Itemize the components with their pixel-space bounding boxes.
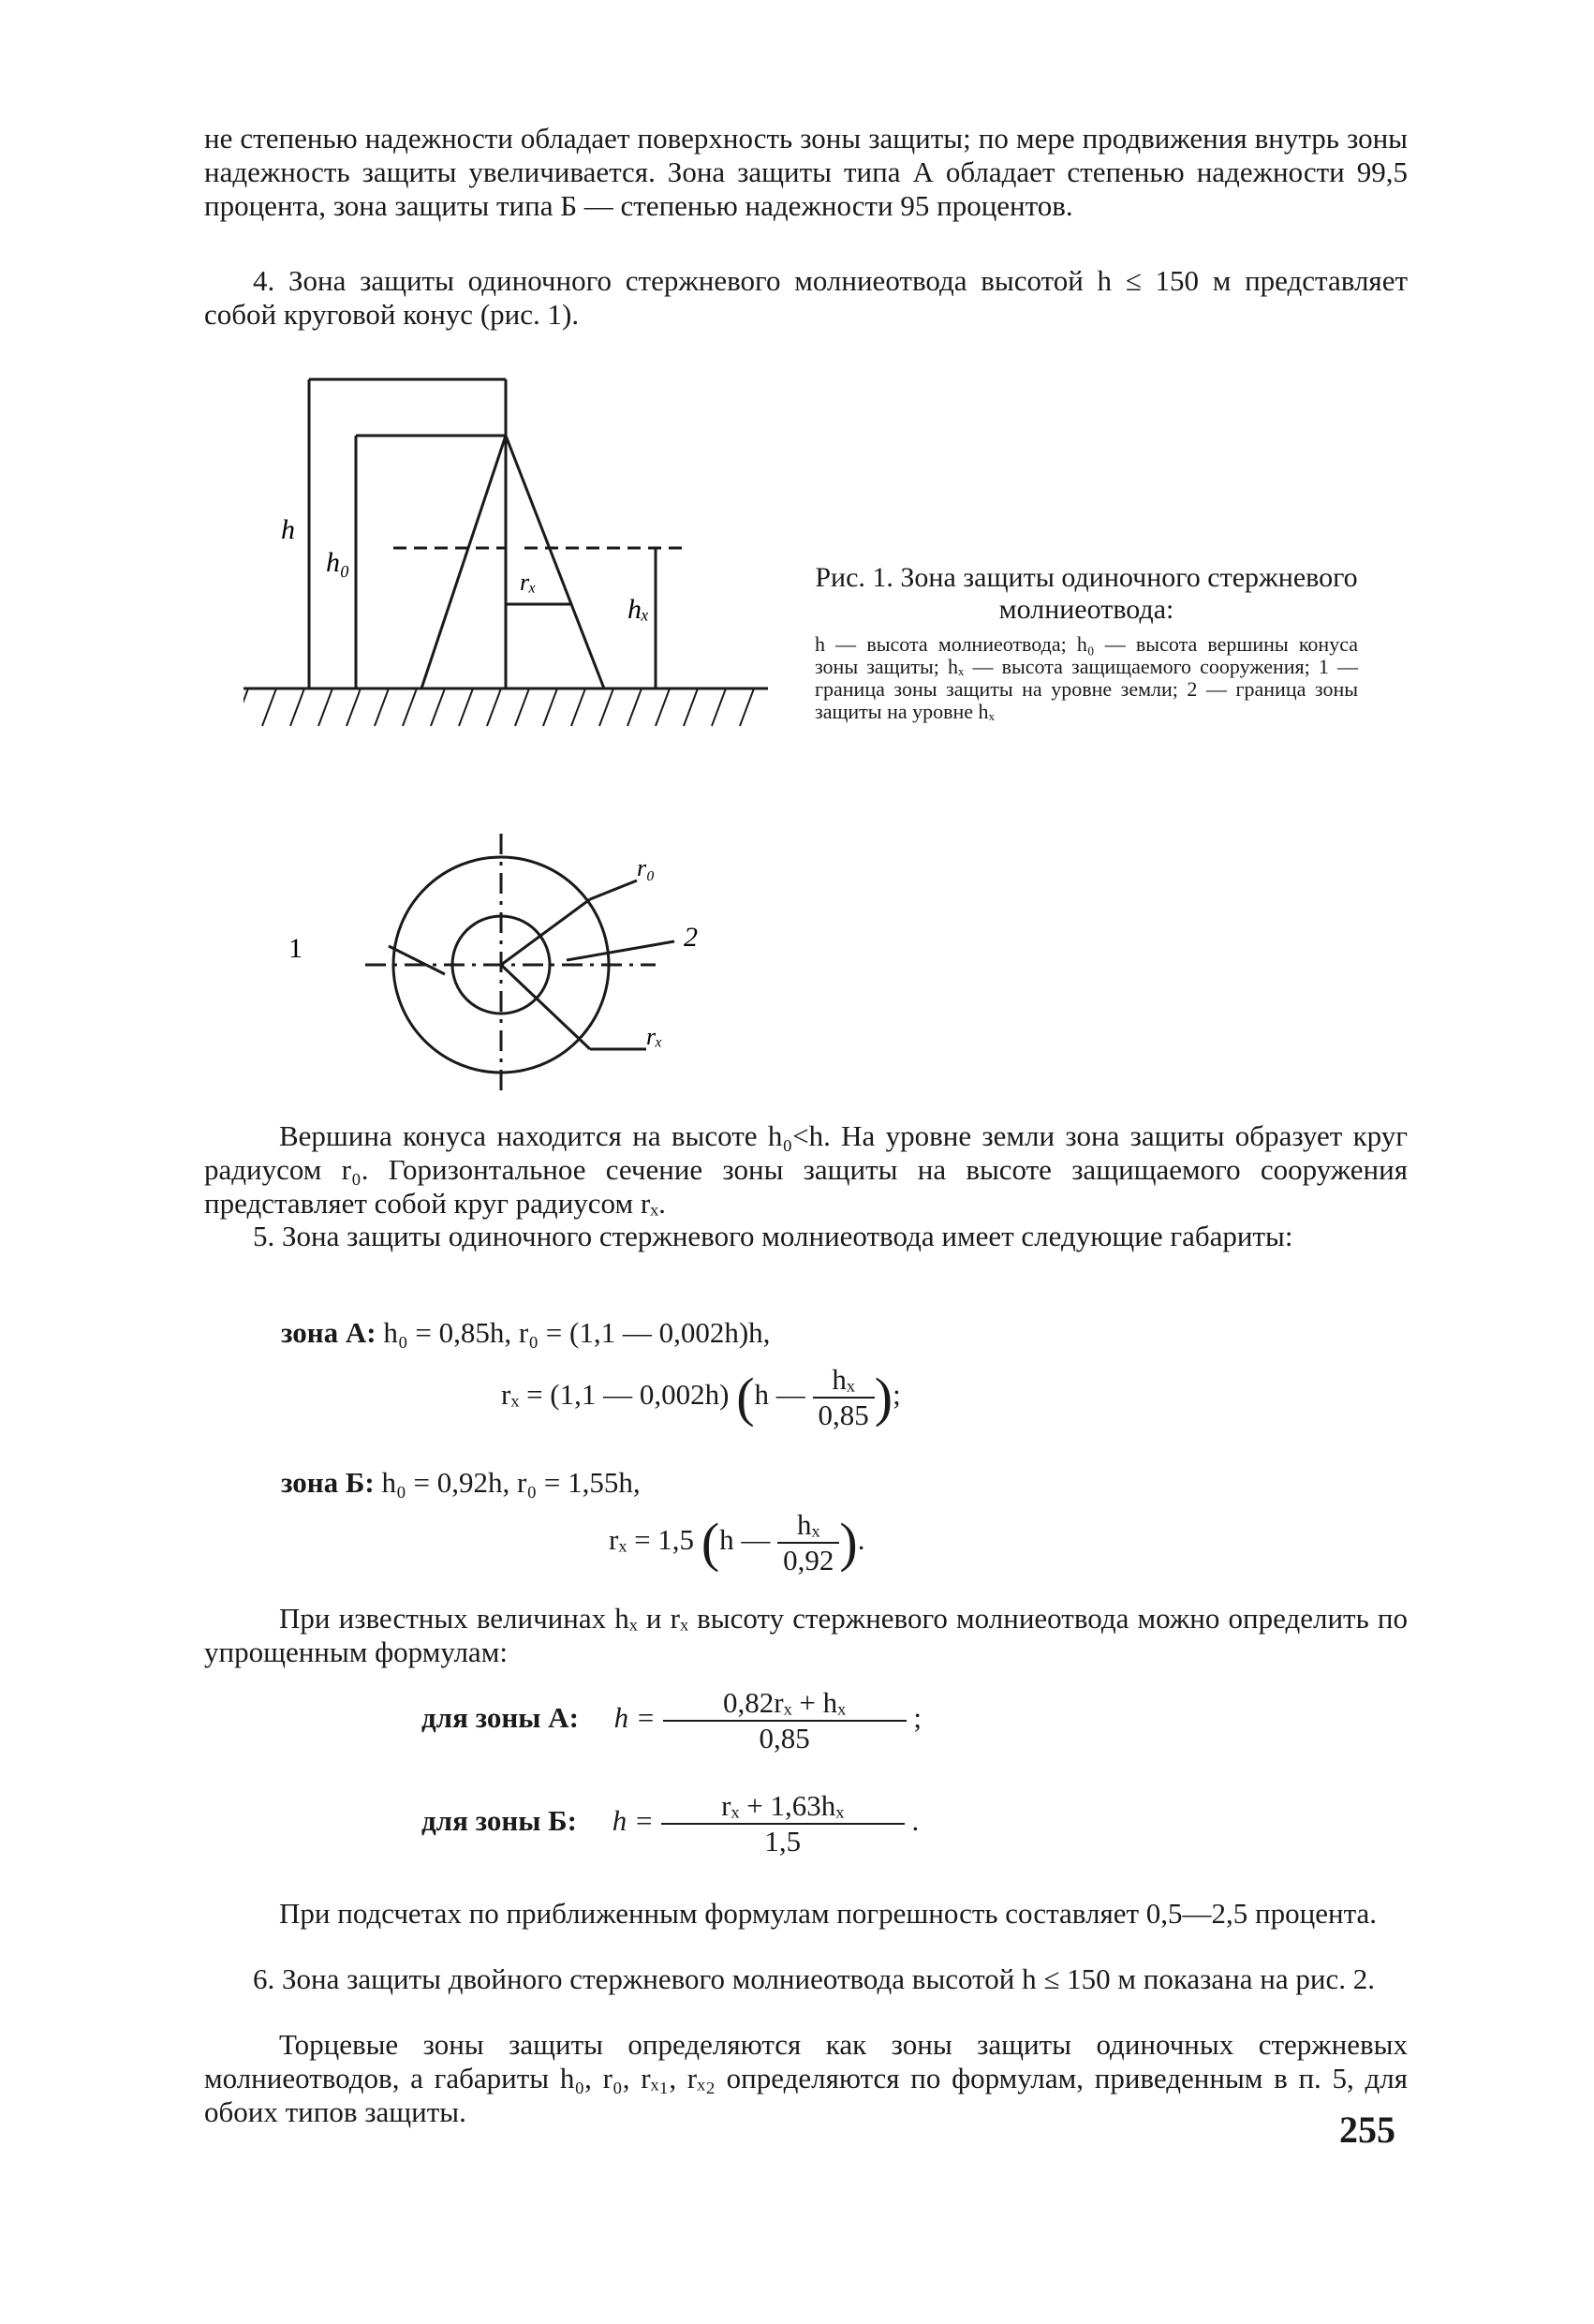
cone-right-edge: [506, 436, 604, 688]
zone-b-rx-left: rₓ = 1,5: [609, 1523, 695, 1557]
simple-a-num: 0,82rₓ + hₓ: [663, 1686, 907, 1722]
caption-title: Рис. 1. Зона защиты одиночного стержневого молниеотвода:: [815, 562, 1358, 625]
formula-zone-a-line1: [281, 1316, 770, 1350]
simple-a-h: h =: [613, 1701, 656, 1735]
formula-zone-a-line2: rₓ = (1,1 — 0,002h) (h — $\frac{\text{hₓ}}{0,85}$ );: [501, 1363, 901, 1431]
formula-simple-a: [421, 1686, 922, 1755]
label-h0: h₀: [326, 547, 350, 578]
paragraph-error: При подсчетах по приближенным формулам погрешность составляет 0,5—2,5 процента.: [279, 1897, 1378, 1930]
figure-elevation: [244, 370, 787, 745]
zone-b-frac-num: hₓ: [777, 1508, 839, 1544]
zone-b-label: зона Б:: [281, 1466, 375, 1499]
paragraph-cone-vertex: Вершина конуса находится на высоте h₀<h. На уровне земли зона защиты образует круг радиусом r₀. Горизонтальное сечение зоны защиты на высоте защищаемого сооружения представляет собой круг радиусом rₓ.: [204, 1119, 1408, 1220]
simple-b-den: 1,5: [764, 1825, 802, 1858]
zone-a-frac-den: 0,85: [818, 1399, 869, 1431]
paragraph-point-6: 6. Зона защиты двойного стержневого молниеотвода высотой h ≤ 150 м показана на рис. 2.: [253, 1962, 1375, 1995]
zone-b-h-minus: h —: [719, 1523, 771, 1557]
caption-legend: h — высота молниеотвода; h₀ — высота вершины конуса зоны защиты; hₓ — высота защищаемого сооружения; 1 — граница зоны защиты на уровне земли; 2 — граница зоны защиты на уровне hₓ: [815, 632, 1358, 723]
zone-a-end: ;: [893, 1378, 901, 1412]
paragraph-known-values: При известных величинах hₓ и rₓ высоту стержневого молниеотвода можно определить по упрощенным формулам:: [204, 1602, 1408, 1668]
figure-plan: [281, 824, 749, 1105]
simple-b-h: h =: [612, 1804, 654, 1838]
paragraph-point-4: 4. Зона защиты одиночного стержневого молниеотвода высотой h ≤ 150 м представляет собой круговой конус (рис. 1).: [204, 264, 1408, 331]
simple-a-den: 0,85: [759, 1722, 810, 1754]
formula-zone-b-line2: rₓ = 1,5 (h — $\frac{\text{hₓ}}{0,92}$ ).: [609, 1508, 865, 1576]
paragraph-point-5: 5. Зона защиты одиночного стержневого молниеотвода имеет следующие габариты:: [253, 1220, 1293, 1252]
label-r0: r₀: [637, 854, 656, 881]
zone-b-frac-den: 0,92: [783, 1544, 834, 1576]
simple-b-end: .: [911, 1804, 920, 1838]
cone-left-edge: [421, 436, 506, 688]
label-hx: hₓ: [627, 594, 650, 625]
label-2: 2: [684, 922, 698, 953]
zone-b-end: .: [857, 1523, 865, 1557]
label-1: 1: [288, 933, 303, 964]
simple-b-num: rₓ + 1,63hₓ: [661, 1789, 905, 1825]
paragraph-continuation: не степенью надежности обладает поверхность зоны защиты; по мере продвижения внутрь зоны надежность защиты увеличивается. Зона защиты типа А обладает степенью надежности 99,5 процента, зона защиты типа Б — степенью надежности 95 процентов.: [204, 122, 1408, 222]
figure-caption: [815, 562, 1358, 723]
simple-a-label: для зоны А:: [421, 1701, 579, 1735]
page-number: 255: [1339, 2109, 1395, 2151]
formula-simple-b: [421, 1789, 919, 1858]
label-h: h: [281, 514, 295, 545]
zone-a-h-minus: h —: [754, 1378, 805, 1412]
paragraph-end-zones: Торцевые зоны защиты определяются как зоны защиты одиночных стержневых молниеотводов, а габариты h₀, r₀, rₓ₁, rₓ₂ определяются по формулам, приведенным в п. 5, для обоих типов защиты.: [204, 2028, 1408, 2128]
simple-b-label: для зоны Б:: [421, 1804, 578, 1838]
zone-a-rx-left: rₓ = (1,1 — 0,002h): [501, 1378, 730, 1412]
simple-a-end: ;: [913, 1701, 922, 1735]
zone-a-frac-num: hₓ: [813, 1363, 875, 1399]
zone-a-label: зона А:: [281, 1316, 376, 1349]
zone-b-expr1: h₀ = 0,92h, r₀ = 1,55h,: [381, 1466, 641, 1499]
label-rx-plan: rₓ: [646, 1023, 663, 1050]
label-rx: rₓ: [520, 569, 537, 596]
formula-zone-b-line1: [281, 1466, 641, 1500]
zone-a-expr1: h₀ = 0,85h, r₀ = (1,1 — 0,002h)h,: [383, 1316, 771, 1349]
